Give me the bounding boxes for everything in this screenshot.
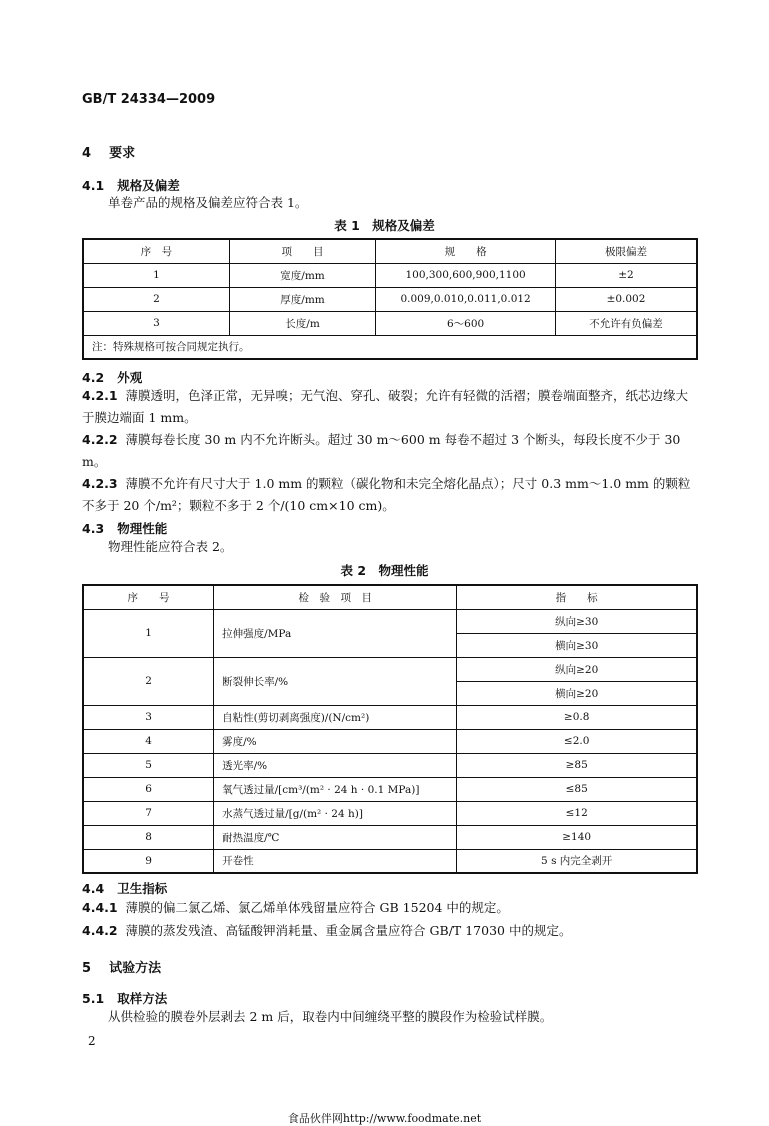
table-cell: 8 <box>83 825 214 849</box>
table-cell: 5 <box>83 753 214 777</box>
section-number: 4 <box>82 146 92 161</box>
section-number: 4.1 <box>82 178 105 193</box>
table-cell: 0.009,0.010,0.011,0.012 <box>376 287 556 311</box>
table-1-caption: 表 1 规格及偏差 <box>334 218 435 233</box>
clause-text: 薄膜的蒸发残渣、高锰酸钾消耗量、重金属含量应符合 GB/T 17030 中的规定。 <box>125 923 572 938</box>
table-cell: 不允许有负偏差 <box>556 311 698 335</box>
table-row <box>83 609 697 633</box>
table-cell: 2 <box>83 287 229 311</box>
table-cell: 开卷性 <box>214 849 457 873</box>
table-row <box>83 657 697 681</box>
table-cell: ±2 <box>556 263 698 287</box>
table-cell: 2 <box>83 657 214 705</box>
section-4-3-text: 物理性能应符合表 2。 <box>108 539 233 554</box>
footer-watermark: 食品伙伴网http://www.foodmate.net <box>287 1112 482 1125</box>
clause-4-4-2 <box>82 920 698 942</box>
table-header-row <box>83 239 697 263</box>
table-cell: ≤2.0 <box>457 729 697 753</box>
table-row <box>83 825 697 849</box>
header-cell: 极限偏差 <box>556 239 698 263</box>
header-cell: 指 标 <box>457 585 697 609</box>
table-cell: 纵向≥30 <box>457 609 697 633</box>
table-cell: ±0.002 <box>556 287 698 311</box>
table-cell: 断裂伸长率/% <box>214 657 457 705</box>
clause-4-4-1 <box>82 897 698 919</box>
section-number: 5 <box>82 961 92 976</box>
table-1 <box>82 238 698 360</box>
clause-text: 薄膜每卷长度 30 m 内不允许断头。超过 30 m～600 m 每卷不超过 3 个断头，每段长度不少于 30 m。 <box>82 432 681 469</box>
table-cell: 耐热温度/℃ <box>214 825 457 849</box>
table-cell: 5 s 内完全剥开 <box>457 849 697 873</box>
section-number: 5.1 <box>82 991 105 1006</box>
table-cell: 宽度/mm <box>229 263 375 287</box>
table-cell: 6～600 <box>376 311 556 335</box>
table-row <box>83 263 697 287</box>
section-4-4-heading <box>82 879 167 897</box>
clause-text: 薄膜不允许有尺寸大于 1.0 mm 的颗粒（碳化物和未完全熔化晶点）；尺寸 0.3 mm～1.0 mm 的颗粒不多于 20 个/m²；颗粒不多于 2 个/(10 cm×10 cm)。 <box>82 476 691 513</box>
clause-number: 4.2.3 <box>82 476 118 491</box>
clause-4-2-1 <box>82 385 698 429</box>
table-cell: 6 <box>83 777 214 801</box>
table-cell: 长度/m <box>229 311 375 335</box>
section-title: 要求 <box>109 146 136 161</box>
table-note: 注：特殊规格可按合同规定执行。 <box>83 335 697 359</box>
table-cell: 1 <box>83 263 229 287</box>
table-row <box>83 801 697 825</box>
clause-number: 4.2.1 <box>82 388 118 403</box>
table-cell: 3 <box>83 705 214 729</box>
table-cell: 纵向≥20 <box>457 657 697 681</box>
header-cell: 项 目 <box>229 239 375 263</box>
section-title: 卫生指标 <box>117 881 168 896</box>
clause-number: 4.4.1 <box>82 900 118 915</box>
table-row <box>83 777 697 801</box>
clause-4-2-2 <box>82 429 698 473</box>
table-cell: 雾度/% <box>214 729 457 753</box>
table-row <box>83 287 697 311</box>
clause-text: 薄膜透明，色泽正常，无异嗅；无气泡、穿孔、破裂；允许有轻微的活褶；膜卷端面整齐，纸芯边缘大于膜边端面 1 mm。 <box>82 388 689 425</box>
clause-4-2-3 <box>82 473 698 517</box>
section-number: 4.3 <box>82 521 105 536</box>
table-cell: 氧气透过量/[cm³/(m² · 24 h · 0.1 MPa)] <box>214 777 457 801</box>
table-cell: 横向≥20 <box>457 681 697 705</box>
table-cell: 4 <box>83 729 214 753</box>
table-2-caption: 表 2 物理性能 <box>340 563 429 578</box>
section-title: 试验方法 <box>109 961 162 976</box>
header-cell: 检 验 项 目 <box>214 585 457 609</box>
section-5-1-heading <box>82 989 167 1007</box>
section-4-heading <box>82 142 135 161</box>
table-cell: ≥0.8 <box>457 705 697 729</box>
table-row <box>83 311 697 335</box>
section-4-1-text: 单卷产品的规格及偏差应符合表 1。 <box>108 195 308 210</box>
table-cell: 7 <box>83 801 214 825</box>
section-number: 4.2 <box>82 370 105 385</box>
table-cell: 1 <box>83 609 214 657</box>
standard-number: GB/T 24334—2009 <box>82 92 216 107</box>
clause-number: 4.4.2 <box>82 923 118 938</box>
table-cell: 9 <box>83 849 214 873</box>
clause-text: 薄膜的偏二氯乙烯、氯乙烯单体残留量应符合 GB 15204 中的规定。 <box>125 900 509 915</box>
section-title: 取样方法 <box>117 991 168 1006</box>
table-cell: 横向≥30 <box>457 633 697 657</box>
table-cell: 拉伸强度/MPa <box>214 609 457 657</box>
table-row <box>83 705 697 729</box>
table-cell: ≤12 <box>457 801 697 825</box>
table-cell: 100,300,600,900,1100 <box>376 263 556 287</box>
section-number: 4.4 <box>82 881 105 896</box>
table-cell: ≤85 <box>457 777 697 801</box>
table-cell: ≥85 <box>457 753 697 777</box>
table-row <box>83 753 697 777</box>
header-cell: 序 号 <box>83 239 229 263</box>
table-note-row <box>83 335 697 359</box>
table-2 <box>82 584 698 874</box>
table-cell: 透光率/% <box>214 753 457 777</box>
section-title: 物理性能 <box>117 521 168 536</box>
section-title: 规格及偏差 <box>117 178 180 193</box>
section-title: 外观 <box>117 370 143 385</box>
table-row <box>83 729 697 753</box>
header-cell: 规 格 <box>376 239 556 263</box>
table-row <box>83 849 697 873</box>
table-cell: 厚度/mm <box>229 287 375 311</box>
table-cell: 3 <box>83 311 229 335</box>
table-cell: 水蒸气透过量/[g/(m² · 24 h)] <box>214 801 457 825</box>
header-cell: 序 号 <box>83 585 214 609</box>
table-cell: ≥140 <box>457 825 697 849</box>
clause-number: 4.2.2 <box>82 432 118 447</box>
section-5-1-text: 从供检验的膜卷外层剥去 2 m 后，取卷内中间缠绕平整的膜段作为检验试样膜。 <box>108 1009 553 1024</box>
section-4-3-heading <box>82 519 167 537</box>
table-cell: 自粘性(剪切剥离强度)/(N/cm²) <box>214 705 457 729</box>
section-5-heading <box>82 957 161 976</box>
table-header-row <box>83 585 697 609</box>
page-number: 2 <box>88 1034 96 1048</box>
section-4-2-heading <box>82 368 142 386</box>
